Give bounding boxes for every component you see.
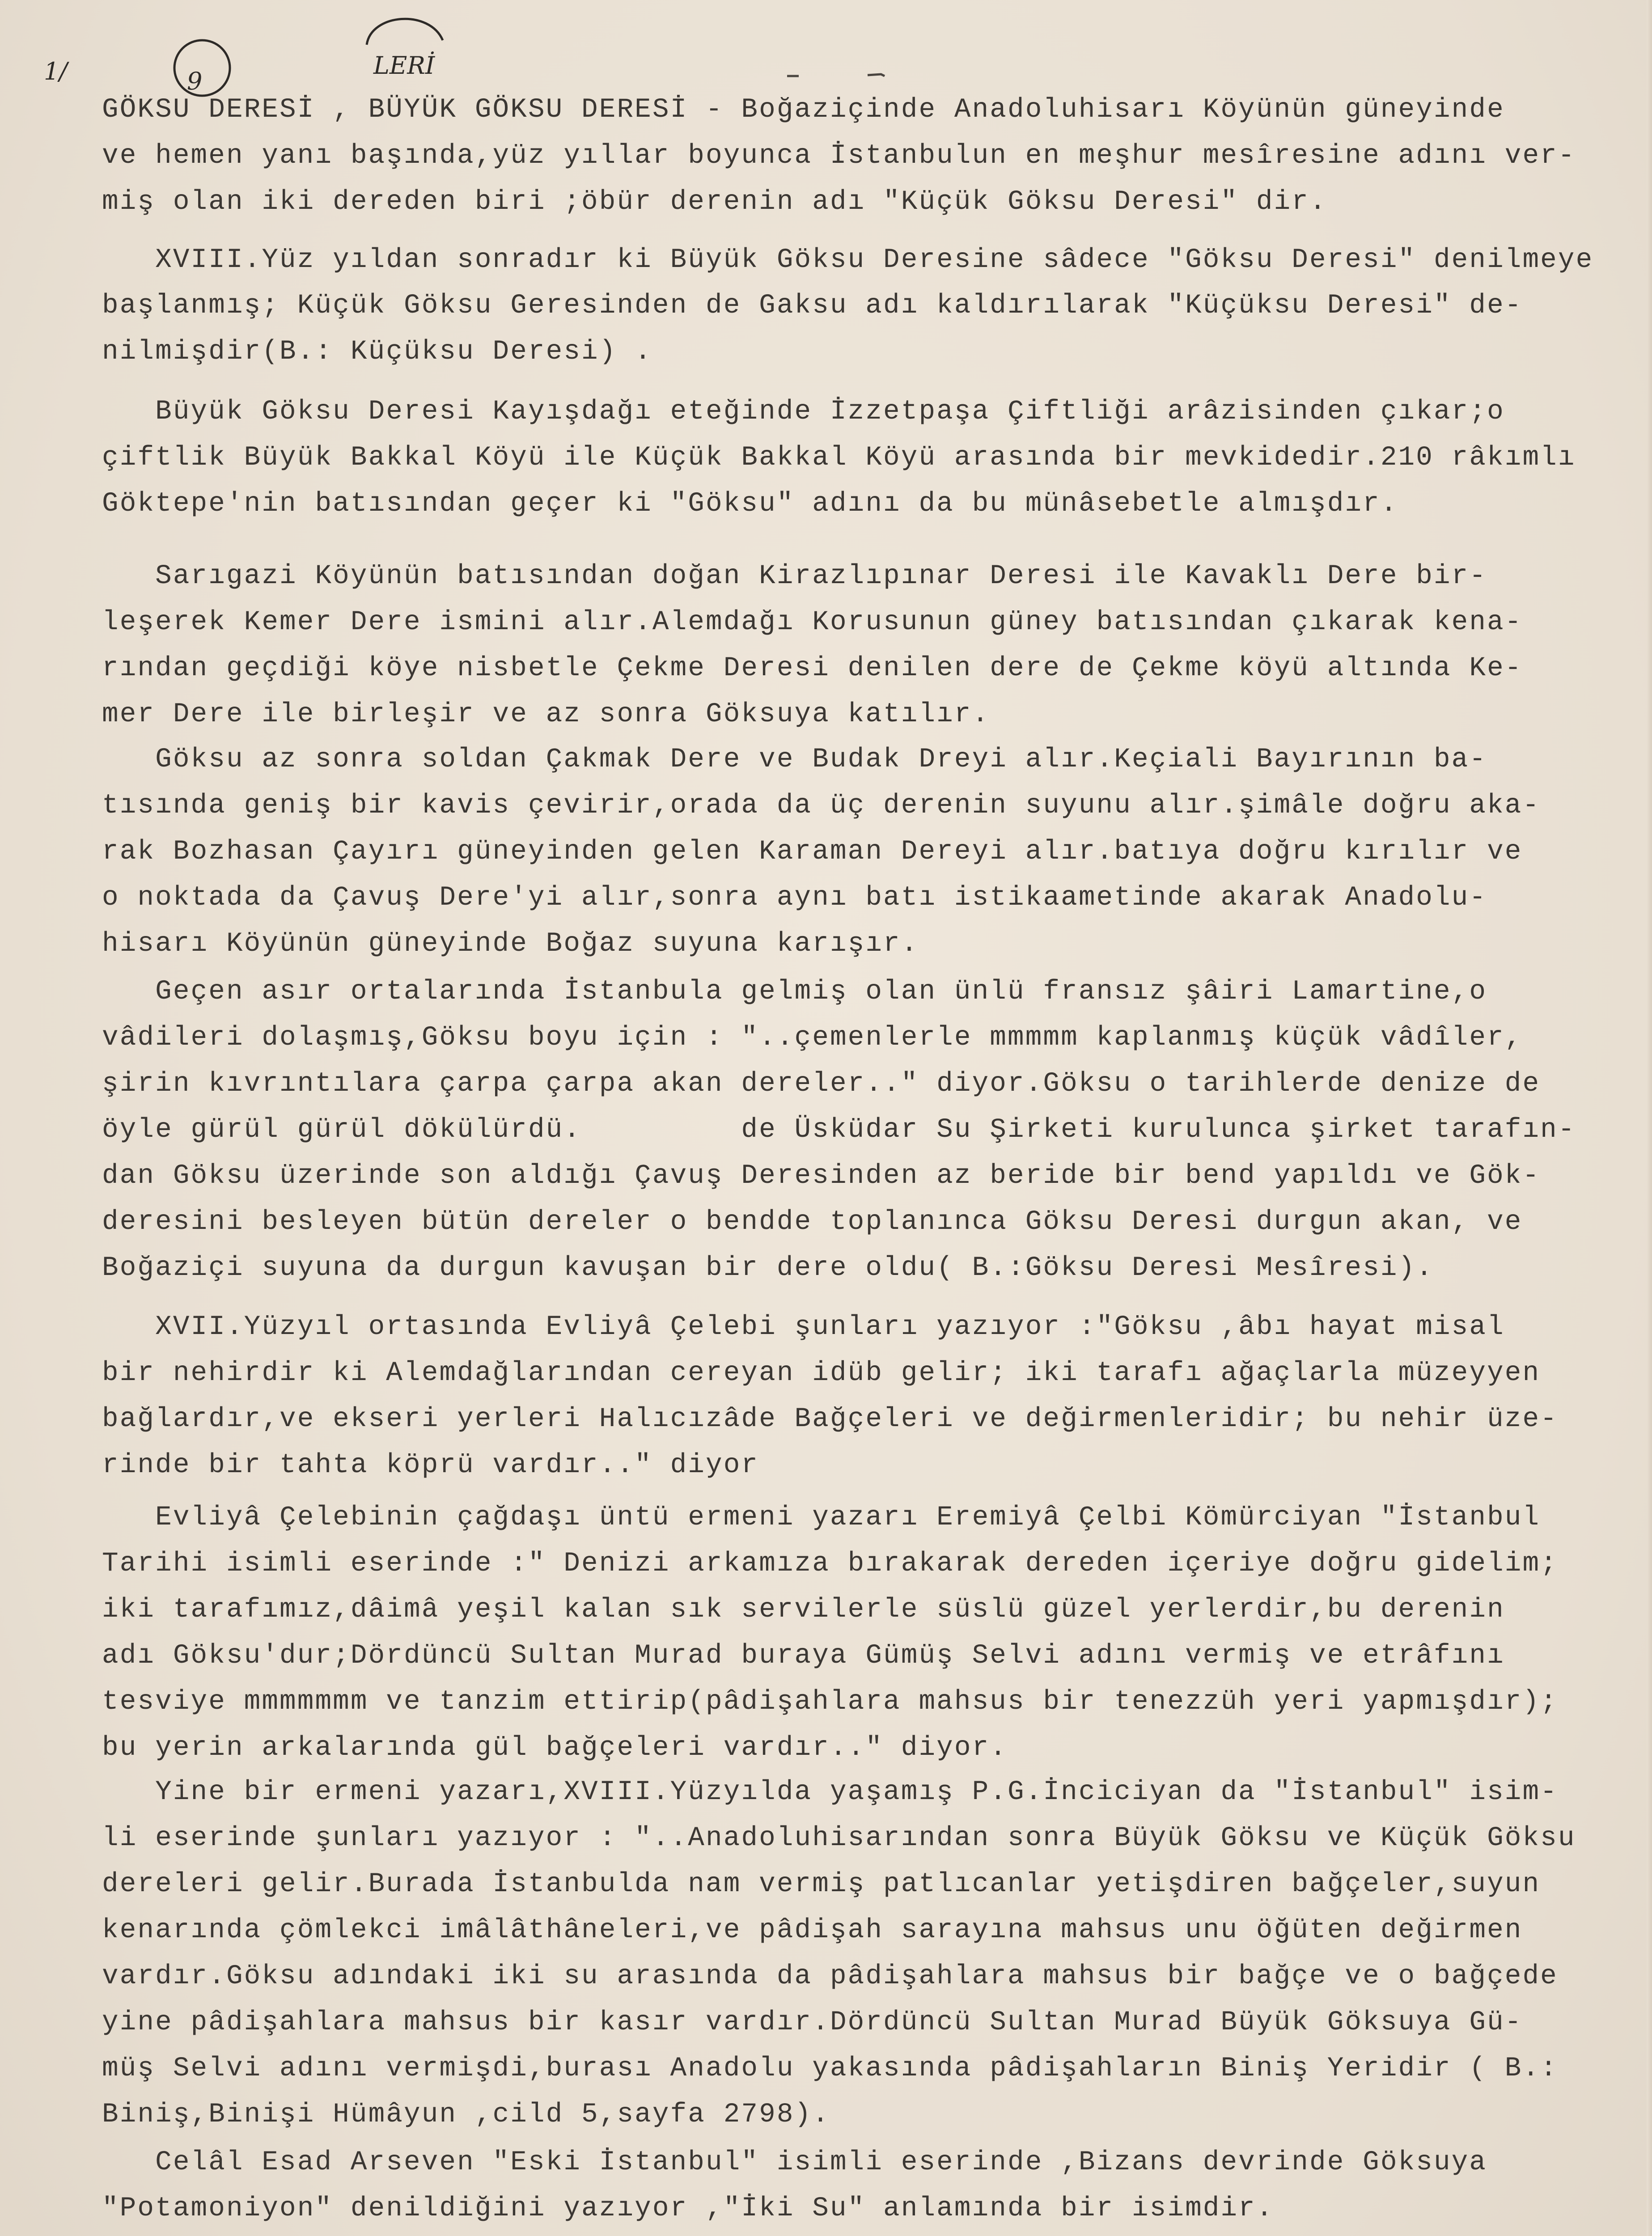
text-line: li eserinde şunları yazıyor : "..Anadoluhisarından sonra Büyük Göksu ve Küçük Göksu [102,1823,1576,1854]
page-edge [1647,0,1652,2236]
text-line: şirin kıvrıntılara çarpa çarpa akan dereler.." diyor.Göksu o tarihlerde denize de [102,1068,1541,1099]
text-line: deresini besleyen bütün dereler o bendde toplanınca Göksu Deresi durgun akan, ve [102,1207,1523,1237]
text-line: "Potamoniyon" denildiğini yazıyor ,"İki Su" anlamında bir isimdir. [102,2193,1274,2224]
text-line: o noktada da Çavuş Dere'yi alır,sonra aynı batı istikaametinde akarak Anadolu- [102,882,1487,913]
text-line: bu yerin arkalarında gül bağçeleri vardır.." diyor. [102,1732,1008,1763]
text-line: leşerek Kemer Dere ismini alır.Alemdağı Korusunun güney batısından çıkarak kena- [102,607,1523,638]
text-line: GÖKSU DERESİ , BÜYÜK GÖKSU DERESİ - Boğaziçinde Anadoluhisarı Köyünün güneyinde [102,94,1505,125]
text-line: ve hemen yanı başında,yüz yıllar boyunca İstanbulun en meşhur mesîresine adını ver- [102,140,1576,171]
text-line: Yine bir ermeni yazarı,XVIII.Yüzyılda yaşamış P.G.İnciciyan da "İstanbul" isim- [102,1777,1558,1808]
handwritten-page-number-left: 1/ [44,57,68,85]
text-line: başlanmış; Küçük Göksu Geresinden de Gaksu adı kaldırılarak "Küçüksu Deresi" de- [102,290,1523,321]
text-line: mer Dere ile birleşir ve az sonra Göksuya katılır. [102,699,990,730]
text-line: rinde bir tahta köprü vardır.." diyor [102,1450,759,1481]
text-line: nilmişdir(B.: Küçüksu Deresi) . [102,336,652,367]
text-line: adı Göksu'dur;Dördüncü Sultan Murad buraya Gümüş Selvi adını vermiş ve etrâfını [102,1640,1505,1671]
text-line: tısında geniş bir kavis çevirir,orada da üç derenin suyunu alır.şimâle doğru aka- [102,790,1541,821]
handwritten-page-number-circled: 9 [187,67,203,95]
text-line: dan Göksu üzerinde son aldığı Çavuş Deresinden az beride bir bend yapıldı ve Gök- [102,1160,1541,1191]
text-line: Göksu az sonra soldan Çakmak Dere ve Budak Dreyi alır.Keçiali Bayırının ba- [102,744,1487,775]
text-line: çiftlik Büyük Bakkal Köyü ile Küçük Bakkal Köyü arasında bir mevkidedir.210 râkımlı [102,442,1576,473]
text-line: hisarı Köyünün güneyinde Boğaz suyuna karışır. [102,928,919,959]
text-line: bağlardır,ve ekseri yerleri Halıcızâde Bağçeleri ve değirmenleridir; bu nehir üze- [102,1404,1558,1435]
text-line: tesviye mmmmmmm ve tanzim ettirip(pâdişahlara mahsus bir tenezzüh yeri yapmışdır); [102,1686,1558,1717]
text-line: rından geçdiği köye nisbetle Çekme Deresi denilen dere de Çekme köyü altında Ke- [102,653,1523,684]
text-line: iki tarafımız,dâimâ yeşil kalan sık servilerle süslü güzel yerlerdir,bu derenin [102,1594,1505,1625]
text-line: Sarıgazi Köyünün batısından doğan Kirazlıpınar Deresi ile Kavaklı Dere bir- [102,561,1487,592]
text-line: XVII.Yüzyıl ortasında Evliyâ Çelebi şunları yazıyor :"Göksu ,âbı hayat misal [102,1312,1505,1342]
stray-ink-marks [787,74,885,76]
insertion-arc [367,19,443,45]
text-line: Göktepe'nin batısından geçer ki "Göksu" adını da bu münâsebetle almışdır. [102,488,1398,519]
text-line: Boğaziçi suyuna da durgun kavuşan bir dere oldu( B.:Göksu Deresi Mesîresi). [102,1253,1434,1283]
text-line: öyle gürül gürül dökülürdü. de Üsküdar Su Şirketi kurulunca şirket tarafın- [102,1114,1576,1145]
text-line: dereleri gelir.Burada İstanbulda nam vermiş patlıcanlar yetişdiren bağçeler,suyun [102,1869,1541,1900]
text-line: Geçen asır ortalarında İstanbula gelmiş olan ünlü fransız şâiri Lamartine,o [102,976,1487,1007]
text-line: kenarında çömlekci imâlâthâneleri,ve pâdişah sarayına mahsus unu öğüten değirmen [102,1915,1523,1946]
text-line: XVIII.Yüz yıldan sonradır ki Büyük Göksu Deresine sâdece "Göksu Deresi" denilmeye [102,245,1594,275]
text-line: vâdileri dolaşmış,Göksu boyu için : "..çemenlerle mmmmm kaplanmış küçük vâdîler, [102,1022,1523,1053]
text-line: miş olan iki dereden biri ;öbür derenin adı "Küçük Göksu Deresi" dir. [102,186,1327,217]
text-line: yine pâdişahlara mahsus bir kasır vardır.Dördüncü Sultan Murad Büyük Göksuya Gü- [102,2007,1523,2038]
text-line: Biniş,Binişi Hümâyun ,cild 5,sayfa 2798). [102,2099,830,2130]
text-line: Büyük Göksu Deresi Kayışdağı eteğinde İzzetpaşa Çiftliği arâzisinden çıkar;o [102,396,1505,427]
text-line: Celâl Esad Arseven "Eski İstanbul" isimli eserinde ,Bizans devrinde Göksuya [102,2147,1487,2178]
text-line: müş Selvi adını vermişdi,burası Anadolu yakasında pâdişahların Biniş Yeridir ( B.: [102,2053,1558,2084]
handwritten-insertion-leri: LERİ [373,51,435,80]
text-line: vardır.Göksu adındaki iki su arasında da pâdişahlara mahsus bir bağçe ve o bağçede [102,1961,1558,1992]
text-line: bir nehirdir ki Alemdağlarından cereyan idüb gelir; iki tarafı ağaçlarla müzeyyen [102,1358,1541,1389]
text-line: Tarihi isimli eserinde :" Denizi arkamıza bırakarak dereden içeriye doğru gidelim; [102,1548,1558,1579]
text-line: Evliyâ Çelebinin çağdaşı üntü ermeni yazarı Eremiyâ Çelbi Kömürciyan "İstanbul [102,1502,1541,1533]
text-line: rak Bozhasan Çayırı güneyinden gelen Karaman Dereyi alır.batıya doğru kırılır ve [102,836,1523,867]
